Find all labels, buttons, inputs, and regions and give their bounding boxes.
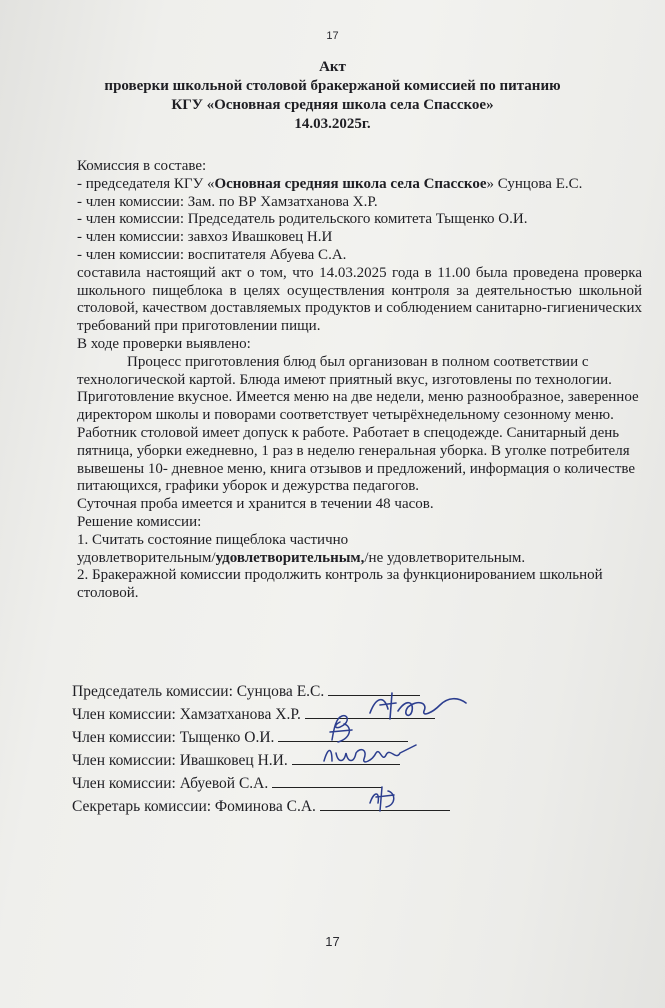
signature-label: Член комиссии: Абуевой С.А. [72,775,269,792]
signature-label: Член комиссии: Хамзатханова Х.Р. [72,706,301,723]
decision-label: Решение комиссии: [77,513,202,530]
commission-member: - член комиссии: воспитателя Абуева С.А. [77,246,347,263]
signature-label: Член комиссии: Тыщенко О.И. [72,729,275,746]
signature-label: Председатель комиссии: Сунцова Е.С. [72,683,325,700]
daily-sample-text: Суточная проба имеется и хранится в течении 48 часов. [77,496,434,513]
decision-option-selected: удовлетворительным, [215,549,365,566]
findings-paragraph: Процесс приготовления блюд был организован в полном соответствии с технологической картой. Блюда имеют приятный вкус, изготовлены по технологии. Приготовление вкусное. Имеется меню на две недели, меню разнообразное, заверенное директором школы и поворами соответствует четырёхнедельному сезонному меню. Работник столовой имеет допуск к работе. Работает в спецодежде. Санитарный день пятница, уборки ежедневно, 1 раз в неделю генеральная уборка. В уголке потребителя вывешены 10- дневное меню, книга отзывов и предложений, информация о количестве питающихся, графики уборок и дежурства педагогов. [77,353,639,495]
commission-chair [77,176,642,194]
commission-member: - член комиссии: завхоз Ивашковец Н.И [77,229,333,246]
handwritten-signature-icon [364,781,404,815]
handwritten-signature-icon [362,689,472,723]
decision-2: 2. Бракеражной комиссии продолжить контроль за функционированием школьной столовой. [77,567,603,602]
commission-member: - член комиссии: Зам. по ВР Хамзатханова Х.Р. [77,193,378,210]
act-paragraph: составила настоящий акт о том, что 14.03.2025 года в 11.00 была проведена проверка школьного пищеблока в целях осуществления контроля за деятельностью школьной столовой, качеством доставляемых продуктов и соблюдением санитарно-гигиенических требований при приготовлении пищи. [77,264,642,335]
decision-option-unsatisfactory: /не удовлетворительным. [364,549,526,566]
header-school: КГУ «Основная средняя школа села Спасское» [171,97,494,113]
page-number-bottom: 17 [325,934,340,949]
signature-row [72,772,592,795]
signature-block [72,680,592,818]
chair-prefix: - председателя КГУ « [77,175,215,192]
findings-label: В ходе проверки выявлено: [77,335,251,352]
header-title: Акт [319,59,346,75]
signature-row [72,795,592,818]
decision-1-options [77,550,642,568]
header-subtitle: проверки школьной столовой бракержаной комиссией по питанию [104,78,561,94]
signature-label: Секретарь комиссии: Фоминова С.А. [72,798,316,815]
chair-suffix: » Сунцова Е.С. [486,175,583,192]
document-body [77,158,642,603]
page-number-top: 17 [326,30,339,42]
signature-label: Член комиссии: Ивашковец Н.И. [72,752,288,769]
decision-option-partial: удовлетворительным/ [77,549,216,566]
decision-1-line1: 1. Считать состояние пищеблока частично [77,531,349,548]
handwritten-signature-icon [320,741,420,769]
commission-member: - член комиссии: Председатель родительского комитета Тыщенко О.И. [77,211,528,228]
signature-row [72,680,592,703]
signature-row [72,749,592,772]
header-date: 14.03.2025г. [294,116,371,132]
document-header [60,58,605,134]
commission-intro: Комиссия в составе: [77,158,207,174]
chair-school: Основная средняя школа села Спасское [214,175,487,192]
